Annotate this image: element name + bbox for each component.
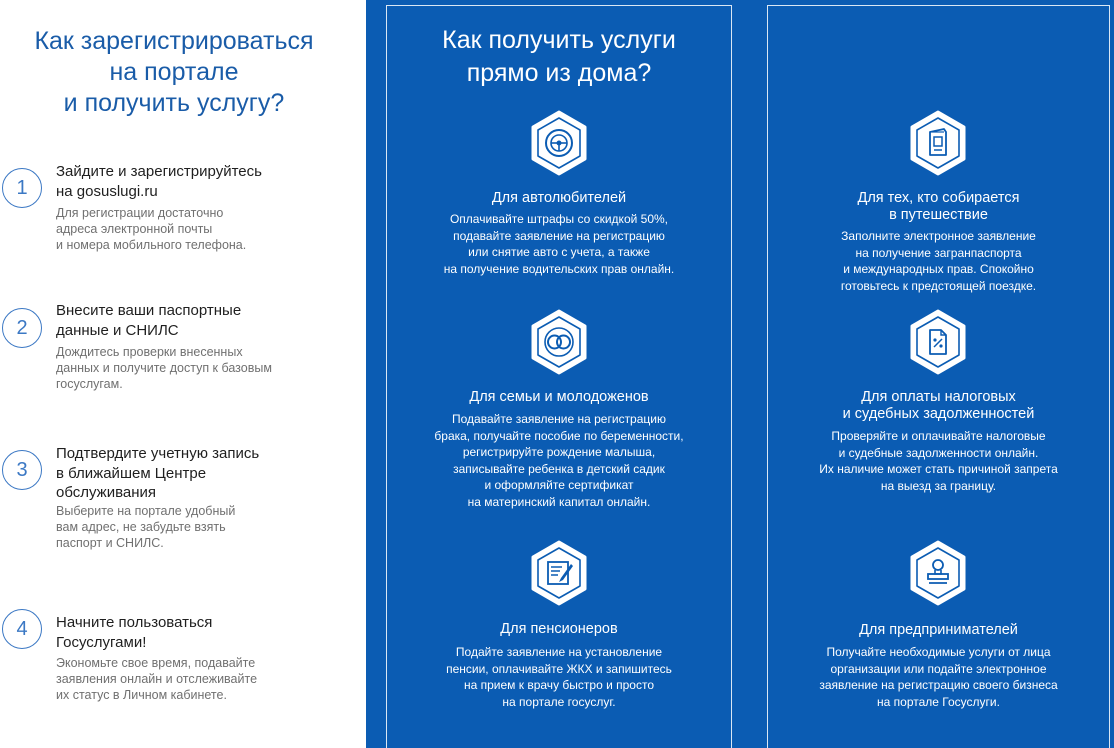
step-description: Дождитесь проверки внесенных данных и получите доступ к базовым госуслугам. <box>56 345 272 391</box>
service-title: Для пенсионеров <box>500 621 618 637</box>
service-description: Заполните электронное заявление на получение загранпаспорта и международных прав. Спокойно готовьтесь к предстоящей поездке. <box>840 229 1037 293</box>
step-number-circle: 1 <box>2 168 42 208</box>
service-description: Оплачивайте штрафы со скидкой 50%, подавайте заявление на регистрацию или снятие авто с учета, а также на получение водительских прав онлайн. <box>443 212 675 276</box>
service-title: Для предпринимателей <box>859 622 1018 638</box>
document-pen-icon <box>529 540 589 606</box>
step-title: Зайдите и зарегистрируйтесь на gosuslugi.ru <box>56 163 262 200</box>
stamp-icon <box>908 540 968 606</box>
step-number-circle: 3 <box>2 450 42 490</box>
wedding-rings-icon <box>529 309 589 375</box>
service-title: Для тех, кто собирается в путешествие <box>857 190 1020 223</box>
step-description: Выберите на портале удобный вам адрес, не забудьте взять паспорт и СНИЛС. <box>56 504 236 550</box>
service-description: Подавайте заявление на регистрацию брака, получайте пособие по беременности, регистрируйте рождение малыша, записывайте ребенка в детский садик и оформляйте сертификат на материнский капитал онлайн. <box>434 412 684 509</box>
service-title: Для семьи и молодоженов <box>469 389 649 405</box>
step-title: Начните пользоваться Госуслугами! <box>56 614 213 651</box>
step-number-circle: 4 <box>2 609 42 649</box>
passport-icon <box>908 110 968 176</box>
registration-column <box>0 0 366 748</box>
service-description: Проверяйте и оплачивайте налоговые и судебные задолженности онлайн. Их наличие может стать причиной запрета на выезд за границу. <box>819 429 1058 493</box>
step-title: Подтвердите учетную запись в ближайшем Центре обслуживания <box>56 445 260 501</box>
registration-heading: Как зарегистрироваться на портале и получить услугу? <box>34 27 314 117</box>
step-title: Внесите ваши паспортные данные и СНИЛС <box>56 302 242 339</box>
step-description: Экономьте свое время, подавайте заявления онлайн и отслеживайте их статус в Личном кабинете. <box>56 656 258 702</box>
step-number-circle: 2 <box>2 308 42 348</box>
service-title: Для оплаты налоговых и судебных задолженностей <box>842 389 1035 422</box>
service-title: Для автолюбителей <box>491 190 627 206</box>
step-description: Для регистрации достаточно адреса электронной почты и номера мобильного телефона. <box>56 206 247 252</box>
tax-document-icon <box>908 309 968 375</box>
services-heading: Как получить услуги прямо из дома? <box>442 26 676 87</box>
service-description: Подайте заявление на установление пенсии, оплачивайте ЖКХ и запишитесь на прием к врачу быстро и просто на портале госуслуг. <box>446 645 672 709</box>
service-description: Получайте необходимые услуги от лица организации или подайте электронное заявление на регистрацию своего бизнеса на портале Госуслуги. <box>819 645 1058 709</box>
steering-wheel-icon <box>529 110 589 176</box>
